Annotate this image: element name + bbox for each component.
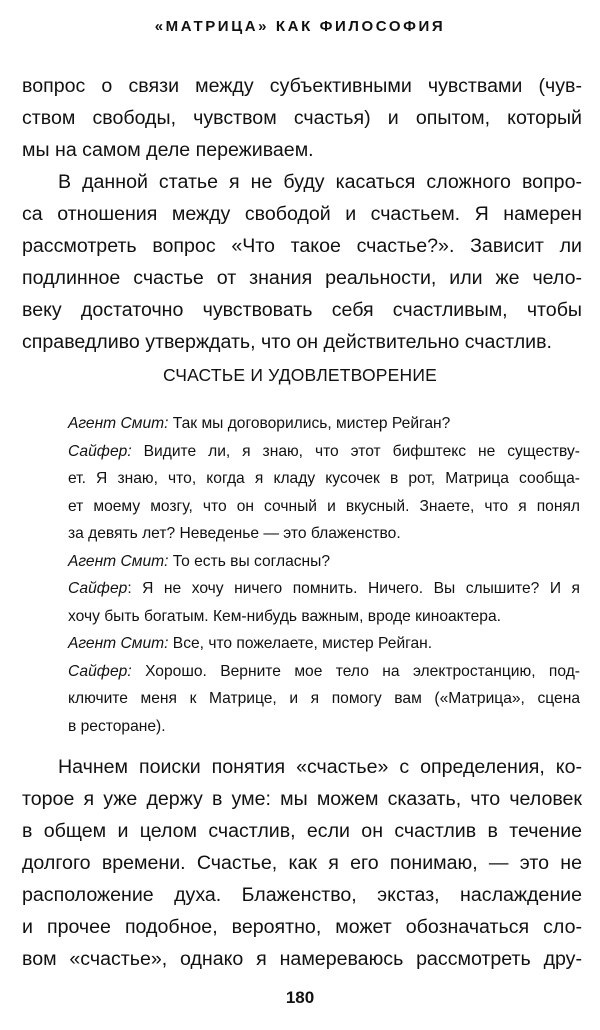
speaker-name: Сайфер: bbox=[68, 442, 132, 460]
dialogue-text: Все, что пожелаете, мистер Рейган. bbox=[172, 635, 433, 652]
paragraph-line: В данной статье я не буду касаться сложного вопро- bbox=[58, 171, 582, 193]
dialogue-text: Видите ли, я знаю, что этот бифштекс не существу- bbox=[143, 442, 580, 460]
paragraph-line: и прочее подобное, вероятно, может обозначаться сло- bbox=[22, 916, 582, 938]
speaker-name: Агент Смит: bbox=[68, 415, 169, 432]
paragraph-line: мы на самом деле переживаем. bbox=[22, 139, 314, 161]
dialogue-excerpt bbox=[68, 410, 580, 740]
dialogue-line bbox=[68, 630, 580, 658]
paragraph-line: расположение духа. Блаженство, экстаз, наслаждение bbox=[22, 884, 582, 906]
paragraph-line: долгого времени. Счастье, как я его понимаю, — это не bbox=[22, 852, 582, 874]
speaker-name: Сайфер: bbox=[68, 662, 132, 680]
paragraph-line: подлинное счастье от знания реальности, или же чело- bbox=[22, 267, 582, 289]
bottom-text-block bbox=[22, 751, 582, 975]
paragraph-line: в общем и целом счастлив, если он счастлив в течение bbox=[22, 820, 582, 842]
dialogue-line bbox=[68, 658, 580, 686]
page-number: 180 bbox=[285, 988, 315, 1007]
top-text-block bbox=[22, 70, 582, 358]
dialogue-line bbox=[68, 575, 580, 603]
dialogue-text: : Я не хочу ничего помнить. Ничего. Вы слышите? И я bbox=[127, 580, 580, 597]
dialogue-line: ет. Я знаю, что, когда я кладу кусочек в рот, Матрица сообща- bbox=[68, 470, 580, 487]
paragraph-line: справедливо утверждать, что он действительно счастлив. bbox=[22, 331, 552, 353]
dialogue-line: в ресторане). bbox=[68, 717, 166, 735]
dialogue-line: хочу быть богатым. Кем-нибудь важным, вроде киноактера. bbox=[68, 607, 501, 625]
running-head: «МАТРИЦА» КАК ФИЛОСОФИЯ bbox=[154, 18, 446, 35]
paragraph-line: рассмотреть вопрос «Что такое счастье?». Зависит ли bbox=[22, 235, 582, 257]
speaker-name: Сайфер bbox=[68, 580, 128, 597]
paragraph-line: вопрос о связи между субъективными чувствами (чув- bbox=[22, 75, 582, 97]
paragraph-line: торое я уже держу в уме: мы можем сказать, что человек bbox=[22, 788, 582, 810]
dialogue-text: То есть вы согласны? bbox=[172, 552, 331, 570]
speaker-name: Агент Смит: bbox=[68, 635, 169, 652]
dialogue-text: Хорошо. Верните мое тело на электростанцию, под- bbox=[145, 662, 580, 680]
paragraph-line: са отношения между свободой и счастьем. Я намерен bbox=[22, 203, 582, 225]
dialogue-line: за девять лет? Неведенье — это блаженство. bbox=[68, 525, 401, 542]
dialogue-line bbox=[68, 438, 580, 466]
section-heading: СЧАСТЬЕ И УДОВЛЕТВОРЕНИЕ bbox=[162, 365, 438, 385]
paragraph-line: вом «счастье», однако я намереваюсь рассмотреть дру- bbox=[22, 948, 582, 970]
paragraph-line: Начнем поиски понятия «счастье» с определения, ко- bbox=[58, 756, 582, 778]
dialogue-line: ключите меня к Матрице, и я помогу вам («Матрица», сцена bbox=[68, 690, 580, 707]
speaker-name: Агент Смит: bbox=[68, 552, 169, 570]
dialogue-line bbox=[68, 410, 580, 438]
dialogue-line bbox=[68, 548, 580, 576]
paragraph-line: веку достаточно чувствовать себя счастливым, чтобы bbox=[22, 299, 582, 321]
dialogue-line: ет моему мозгу, что он сочный и вкусный. Знаете, что я понял bbox=[68, 497, 580, 515]
paragraph-line: ством свободы, чувством счастья) и опытом, который bbox=[22, 107, 582, 129]
dialogue-text: Так мы договорились, мистер Рейган? bbox=[172, 415, 451, 432]
